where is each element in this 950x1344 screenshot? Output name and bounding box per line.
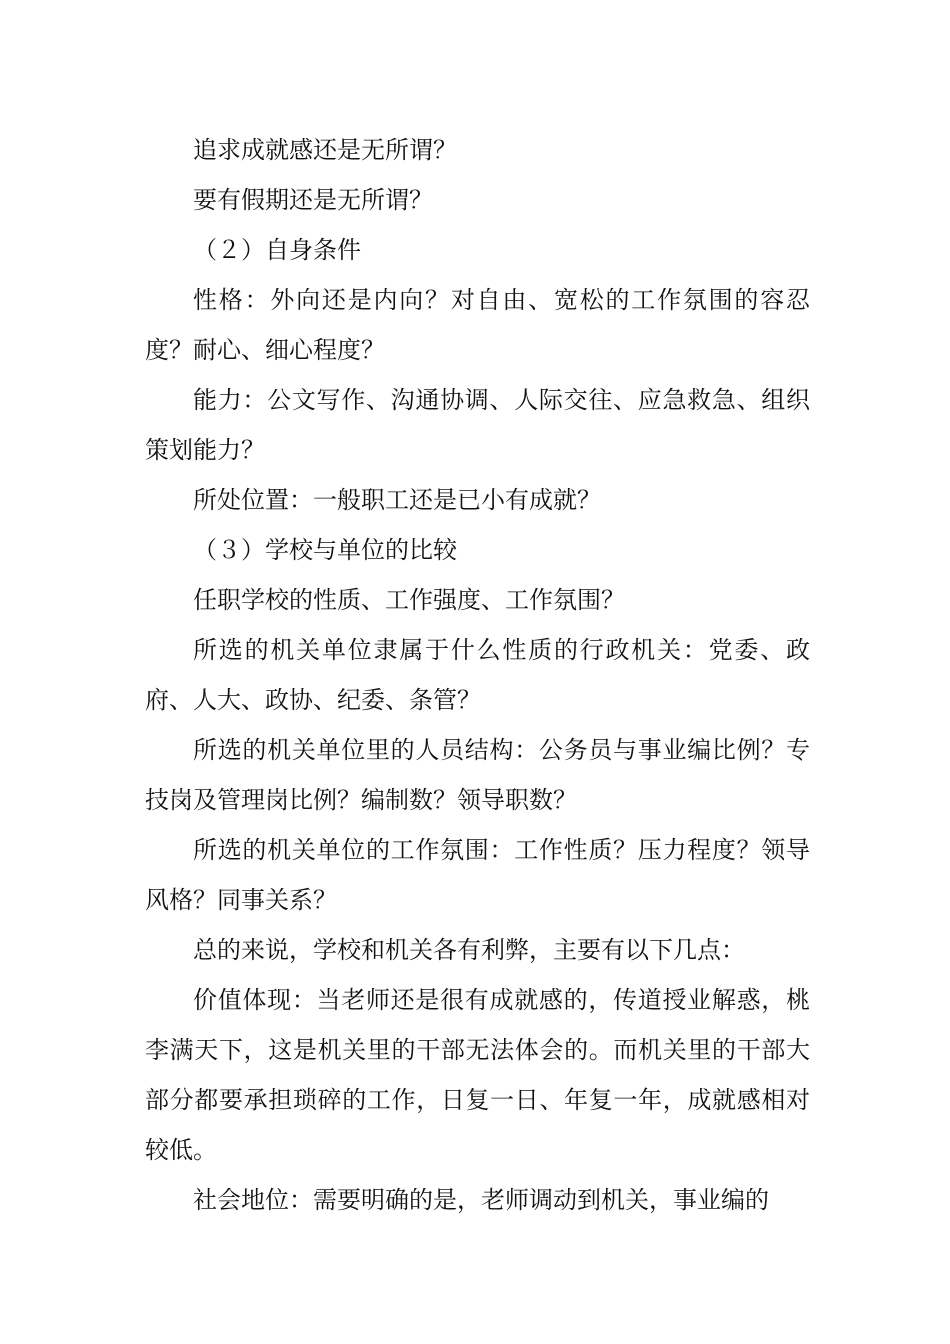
paragraph: 价值体现：当老师还是很有成就感的，传道授业解惑，桃李满天下，这是机关里的干部无法体会的。而机关里的干部大部分都要承担琐碎的工作，日复一日、年复一年，成就感相对较低。 [145,986,810,1164]
paragraph: 性格：外向还是内向？对自由、宽松的工作氛围的容忍度？耐心、细心程度？ [145,286,810,364]
section-heading: （３）学校与单位的比较 [193,536,457,564]
paragraph: 所选的机关单位里的人员结构：公务员与事业编比例？专技岗及管理岗比例？编制数？领导职数？ [145,736,810,814]
paragraph: 所选的机关单位隶属于什么性质的行政机关：党委、政府、人大、政协、纪委、条管？ [145,636,810,714]
paragraph: 所处位置：一般职工还是已小有成就？ [193,486,601,514]
paragraph: 社会地位：需要明确的是，老师调动到机关，事业编的 [193,1186,769,1214]
document-body [145,125,810,1225]
paragraph: 总的来说，学校和机关各有利弊，主要有以下几点： [193,936,745,964]
paragraph: 能力：公文写作、沟通协调、人际交往、应急救急、组织策划能力？ [145,386,810,464]
paragraph: 任职学校的性质、工作强度、工作氛围？ [193,586,625,614]
paragraph: 所选的机关单位的工作氛围：工作性质？压力程度？领导风格？同事关系？ [145,836,810,914]
section-heading: （２）自身条件 [193,236,361,264]
paragraph: 要有假期还是无所谓？ [193,186,433,214]
paragraph: 追求成就感还是无所谓？ [193,136,457,164]
